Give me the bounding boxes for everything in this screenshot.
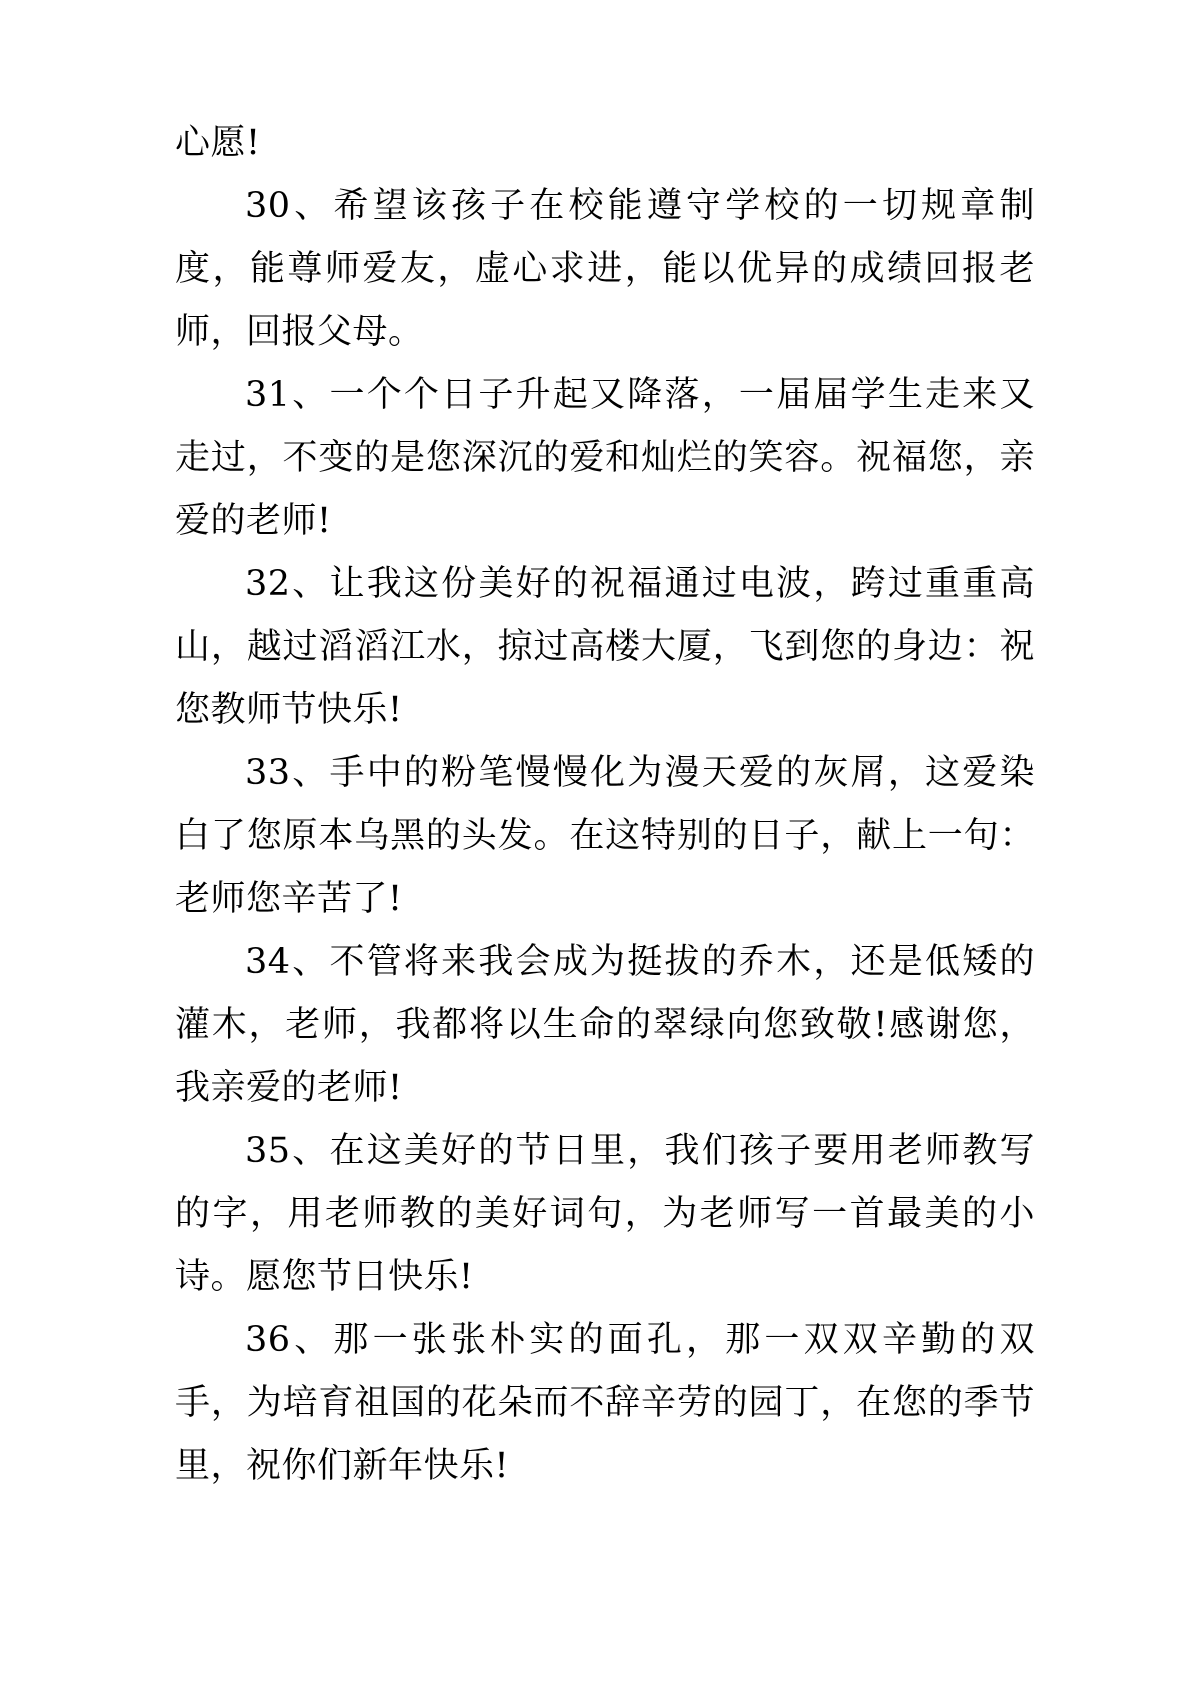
document-body xyxy=(175,112,1035,1498)
paragraph-33: 33、手中的粉笔慢慢化为漫天爱的灰屑，这爱染白了您原本乌黑的头发。在这特别的日子，献上一句：老师您辛苦了! xyxy=(175,753,1035,919)
paragraph-31: 31、一个个日子升起又降落，一届届学生走来又走过，不变的是您深沉的爱和灿烂的笑容。祝福您，亲爱的老师! xyxy=(175,375,1035,541)
paragraph-fragment: 心愿! xyxy=(175,123,261,163)
paragraph-36: 36、那一张张朴实的面孔，那一双双辛勤的双手，为培育祖国的花朵而不辞辛劳的园丁，在您的季节里，祝你们新年快乐! xyxy=(175,1320,1035,1486)
paragraph-32: 32、让我这份美好的祝福通过电波，跨过重重高山，越过滔滔江水，掠过高楼大厦，飞到您的身边：祝您教师节快乐! xyxy=(175,564,1035,730)
paragraph-35: 35、在这美好的节日里，我们孩子要用老师教写的字，用老师教的美好词句，为老师写一首最美的小诗。愿您节日快乐! xyxy=(175,1131,1035,1297)
paragraph-34: 34、不管将来我会成为挺拔的乔木，还是低矮的灌木，老师，我都将以生命的翠绿向您致敬!感谢您，我亲爱的老师! xyxy=(175,942,1035,1108)
paragraph-30: 30、希望该孩子在校能遵守学校的一切规章制度，能尊师爱友，虚心求进，能以优异的成绩回报老师，回报父母。 xyxy=(175,186,1035,352)
